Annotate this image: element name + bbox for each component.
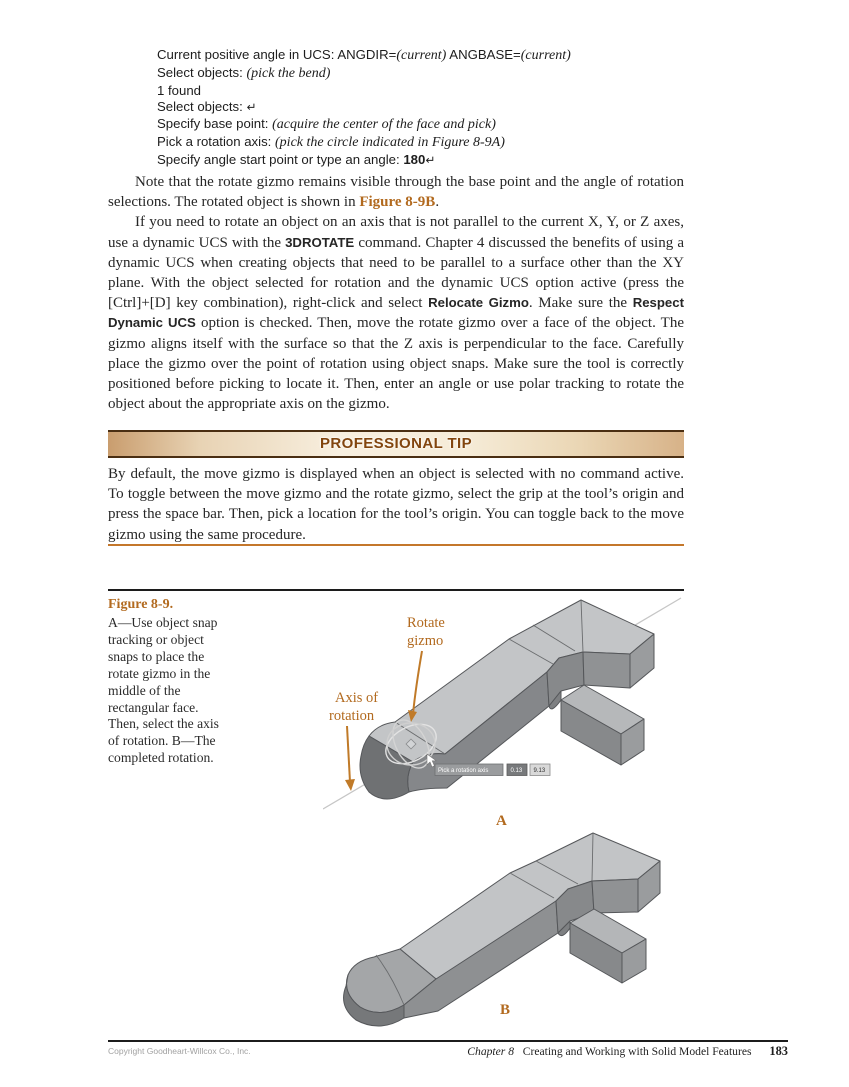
orange-divider-rule xyxy=(108,544,684,546)
professional-tip-title: PROFESSIONAL TIP xyxy=(320,435,472,452)
command-line: Current positive angle in UCS: ANGDIR=(current) ANGBASE=(current) xyxy=(157,47,571,63)
figure-caption-body: A—Use object snap tracking or object snaps to place the rotate gizmo in the middle of the rectangular face. Then, select the axis of rotation. B—The completed rotation. xyxy=(108,615,219,766)
command-line: 1 found xyxy=(157,82,201,98)
rotate-gizmo-label: gizmo xyxy=(407,633,444,649)
chapter-label: Chapter 8 xyxy=(467,1045,514,1058)
rotate-gizmo-label: Rotate xyxy=(407,615,445,631)
copyright-text: Copyright Goodheart-Willcox Co., Inc. xyxy=(108,1046,251,1056)
figure-label-a: A xyxy=(496,813,507,829)
professional-tip-body: By default, the move gizmo is displayed when an object is selected with no command active. To toggle between the move gizmo and the rotate gizmo, select the grip at the tool’s origin and press the space bar. Then, pick a location for the tool’s origin. You can toggle back to the move gizmo using the same procedure. xyxy=(108,466,684,543)
footer-running-head xyxy=(467,1044,788,1059)
leader-arrowhead-icon xyxy=(345,779,355,791)
paragraph: Note that the rotate gizmo remains visible through the base point and the angle of rotation selections. The rotated object is shown in Figure 8-9B. xyxy=(108,174,684,211)
axis-of-rotation-label: rotation xyxy=(329,708,375,724)
footer-rule xyxy=(108,1040,788,1042)
figure-8-9a-illustration xyxy=(323,594,687,834)
command-listing xyxy=(157,47,697,169)
figure-top-rule xyxy=(108,589,684,591)
tooltip-prompt: Pick a rotation axis xyxy=(438,768,489,775)
axis-of-rotation-label: Axis of xyxy=(335,690,379,706)
command-line: Select objects: ↵ xyxy=(157,99,257,115)
paragraph: If you need to rotate an object on an axis that is not parallel to the current X, Y, or Z axes, use a dynamic UCS with the 3DROTATE command. Chapter 4 discussed the benefits of using a dynamic UCS when creating objects that need to be parallel to a surface other than the XY plane. With the object selected for rotation and the dynamic UCS option active (press the [Ctrl]+[D] key combination), right-click and select Relocate Gizmo. Make sure the Respect Dynamic UCS option is checked. Then, move the rotate gizmo over a face of the object. The gizmo aligns itself with the surface so that the Z axis is perpendicular to the face. Carefully place the gizmo over the point of rotation using object snaps. Make sure the tool is correctly positioned before picking to locate it. Then, enter an angle or use polar tracking to rotate the object about the appropriate axis on the gizmo. xyxy=(108,214,685,413)
figure-8-9b-illustration xyxy=(338,818,670,1030)
body-text xyxy=(108,172,684,414)
command-line: Specify base point: (acquire the center of the face and pick) xyxy=(157,116,496,133)
solid-model-part-b xyxy=(344,833,660,1026)
command-line: Select objects: (pick the bend) xyxy=(157,64,331,81)
chapter-title: Creating and Working with Solid Model Features xyxy=(522,1045,752,1058)
command-line: Pick a rotation axis: (pick the circle indicated in Figure 8-9A) xyxy=(157,133,505,150)
dynamic-input-tooltip xyxy=(435,764,550,776)
page-number: 183 xyxy=(769,1044,788,1058)
professional-tip-banner xyxy=(108,430,684,458)
figure-caption xyxy=(108,596,228,767)
command-line: Specify angle start point or type an angle: 180↵ xyxy=(157,151,436,167)
leader-arrow-icon xyxy=(347,726,350,782)
tooltip-value-field: 0.13 xyxy=(510,768,523,775)
figure-caption-title: Figure 8-9. xyxy=(108,597,174,612)
figure-label-b: B xyxy=(500,1002,511,1018)
tooltip-value-field: 9.13 xyxy=(533,768,546,775)
